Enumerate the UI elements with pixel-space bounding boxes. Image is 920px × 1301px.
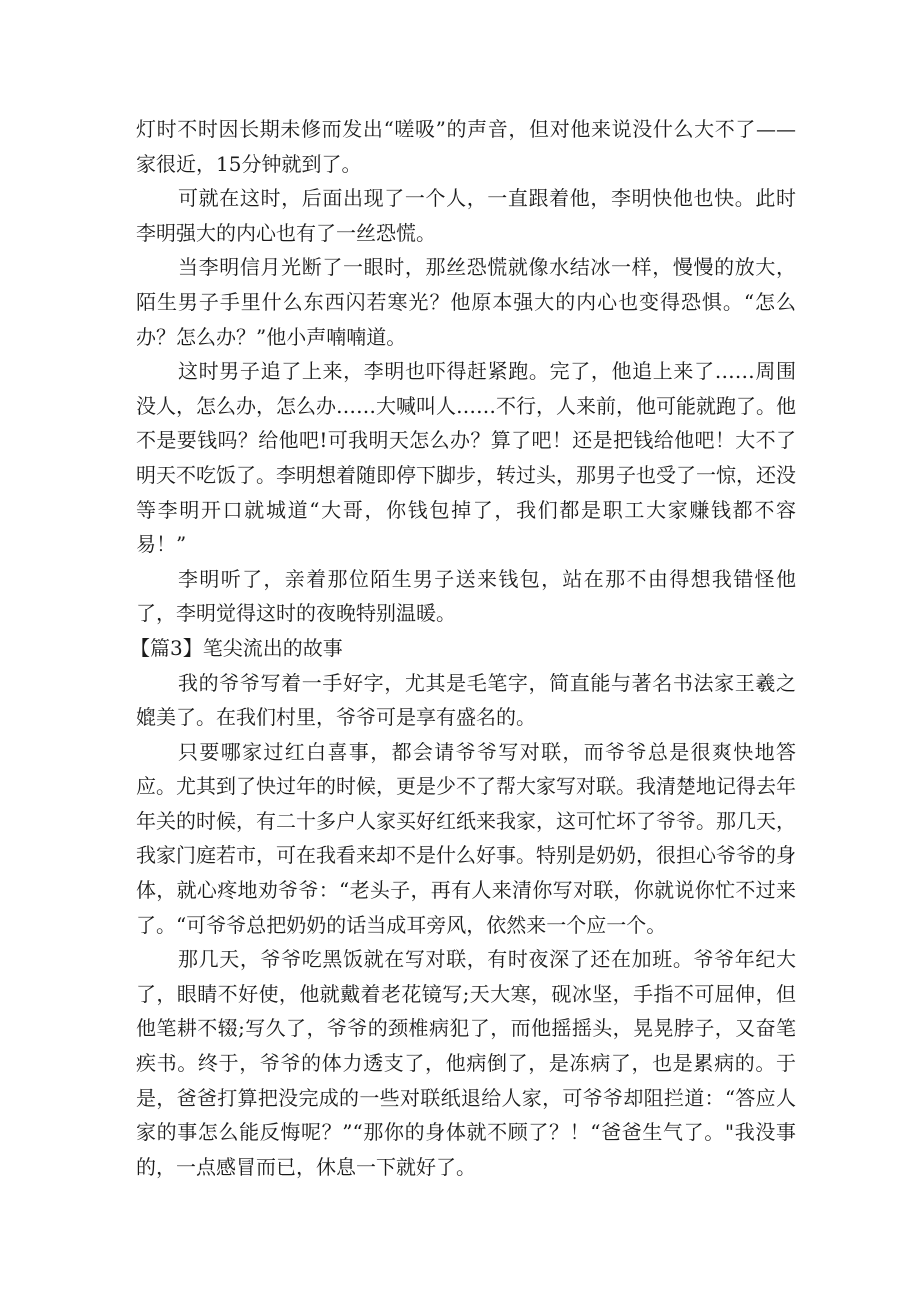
paragraph: 灯时不时因长期未修而发出“嗟吸”的声音，但对他来说没什么大不了——家很近，15分钟就到了。 (136, 117, 796, 176)
section-heading: 【篇3】笔尖流出的故事 (130, 635, 343, 660)
paragraph: 当李明信月光断了一眼时，那丝恐慌就像水结冰一样，慢慢的放大，陌生男子手里什么东西闪若寒光？他原本强大的内心也变得恐惧。“怎么办？怎么办？”他小声喃喃道。 (136, 255, 796, 349)
paragraph: 可就在这时，后面出现了一个人，一直跟着他，李明快他也快。此时李明强大的内心也有了一丝恐慌。 (136, 186, 796, 245)
paragraph: 这时男子追了上来，李明也吓得赶紧跑。完了，他追上来了……周围没人，怎么办，怎么办……大喊叫人……不行，人来前，他可能就跑了。他不是要钱吗？给他吧!可我明天怎么办？算了吧！还是把钱给他吧！大不了明天不吃饭了。李明想着随即停下脚步，转过头，那男子也受了一惊，还没等李明开口就城道“大哥，你钱包掉了，我们都是职工大家赚钱都不容易！” (136, 359, 796, 557)
paragraph: 李明听了，亲着那位陌生男子送来钱包，站在那不由得想我错怪他了，李明觉得这时的夜晚特别温暖。 (136, 566, 796, 626)
paragraph: 我的爷爷写着一手好字，尤其是毛笔字，简直能与著名书法家王羲之媲美了。在我们村里，爷爷可是享有盛名的。 (136, 670, 796, 730)
paragraph: 只要哪家过红白喜事，都会请爷爷写对联，而爷爷总是很爽快地答应。尤其到了快过年的时候，更是少不了帮大家写对联。我清楚地记得去年年关的时候，有二十多户人家买好红纸来我家，这可忙坏了爷爷。那几天，我家门庭若市，可在我看来却不是什么好事。特别是奶奶，很担心爷爷的身体，就心疼地劝爷爷：“老头子，再有人来清你写对联，你就说你忙不过来了。“可爷爷总把奶奶的话当成耳旁风，依然来一个应一个。 (136, 739, 796, 937)
paragraph: 那几天，爷爷吃黑饭就在写对联，有时夜深了还在加班。爷爷年纪大了，眼睛不好使，他就戴着老花镜写;天大寒，砚冰坚，手指不可屈伸，但他笔耕不辍;写久了，爷爷的颈椎病犯了，而他摇摇头，晃晃脖子，又奋笔疾书。终于，爷爷的体力透支了，他病倒了，是冻病了，也是累病的。于是，爸爸打算把没完成的一些对联纸退给人家，可爷爷却阻拦道：“答应人家的事怎么能反悔呢？”“那你的身体就不顾了？！“爸爸生气了。"我没事的，一点感冒而已，休息一下就好了。 (136, 947, 796, 1179)
document-body (130, 112, 796, 1184)
